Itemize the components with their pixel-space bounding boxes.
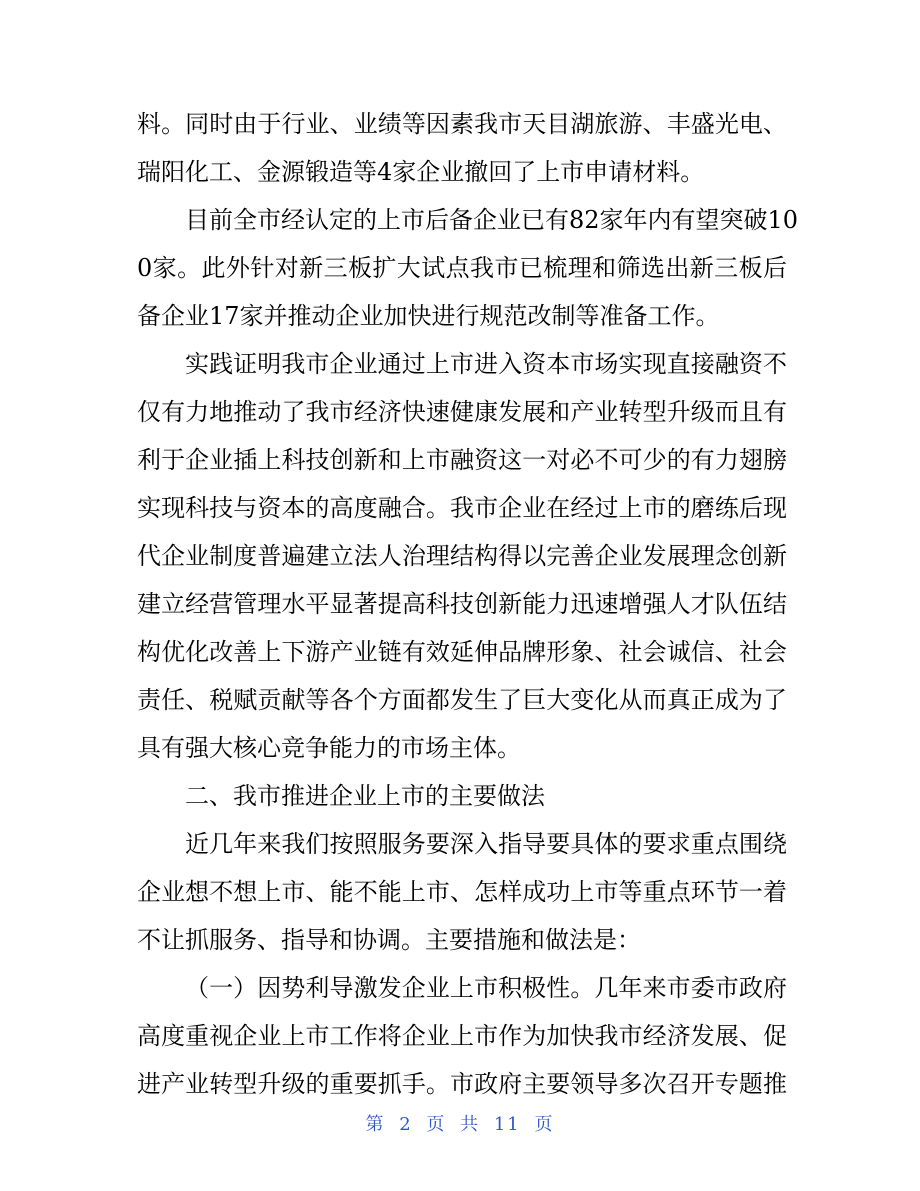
text-line: 瑞阳化工、金源锻造等4家企业撤回了上市申请材料。 bbox=[137, 158, 705, 186]
text-line: 具有强大核心竞争能力的市场主体。 bbox=[137, 734, 521, 762]
text-line: 备企业17家并推动企业加快进行规范改制等准备工作。 bbox=[137, 302, 720, 330]
text-line: 责任、税赋贡献等各个方面都发生了巨大变化从而真正成为了 bbox=[137, 686, 787, 714]
text-line: 利于企业插上科技创新和上市融资这一对必不可少的有力翅膀 bbox=[137, 446, 787, 474]
text-line: 构优化改善上下游产业链有效延伸品牌形象、社会诚信、社会 bbox=[137, 638, 787, 666]
text-line: 实现科技与资本的高度融合。我市企业在经过上市的磨练后现 bbox=[137, 494, 787, 522]
text-line: 料。同时由于行业、业绩等因素我市天目湖旅游、丰盛光电、 bbox=[137, 110, 787, 138]
section-heading: 二、我市推进企业上市的主要做法 bbox=[185, 782, 545, 810]
text-line: 企业想不想上市、能不能上市、怎样成功上市等重点环节一着 bbox=[137, 878, 787, 906]
text-line: 0家。此外针对新三板扩大试点我市已梳理和筛选出新三板后 bbox=[137, 254, 787, 282]
text-line: 高度重视企业上市工作将企业上市作为加快我市经济发展、促 bbox=[137, 1022, 787, 1050]
text-line: 近几年来我们按照服务要深入指导要具体的要求重点围绕 bbox=[185, 830, 787, 858]
text-line: 实践证明我市企业通过上市进入资本市场实现直接融资不 bbox=[185, 350, 787, 378]
text-line: 建立经营管理水平显著提高科技创新能力迅速增强人才队伍结 bbox=[137, 590, 787, 618]
text-line: 仅有力地推动了我市经济快速健康发展和产业转型升级而且有 bbox=[137, 398, 787, 426]
text-line: 不让抓服务、指导和协调。主要措施和做法是： bbox=[137, 926, 641, 954]
text-line: 目前全市经认定的上市后备企业已有82家年内有望突破10 bbox=[185, 206, 799, 234]
text-line: 进产业转型升级的重要抓手。市政府主要领导多次召开专题推 bbox=[137, 1070, 787, 1098]
text-line: （一）因势利导激发企业上市积极性。几年来市委市政府 bbox=[185, 974, 787, 1002]
text-line: 代企业制度普遍建立法人治理结构得以完善企业发展理念创新 bbox=[137, 542, 787, 570]
page-number-footer: 第 2 页 共 11 页 bbox=[365, 1114, 555, 1135]
